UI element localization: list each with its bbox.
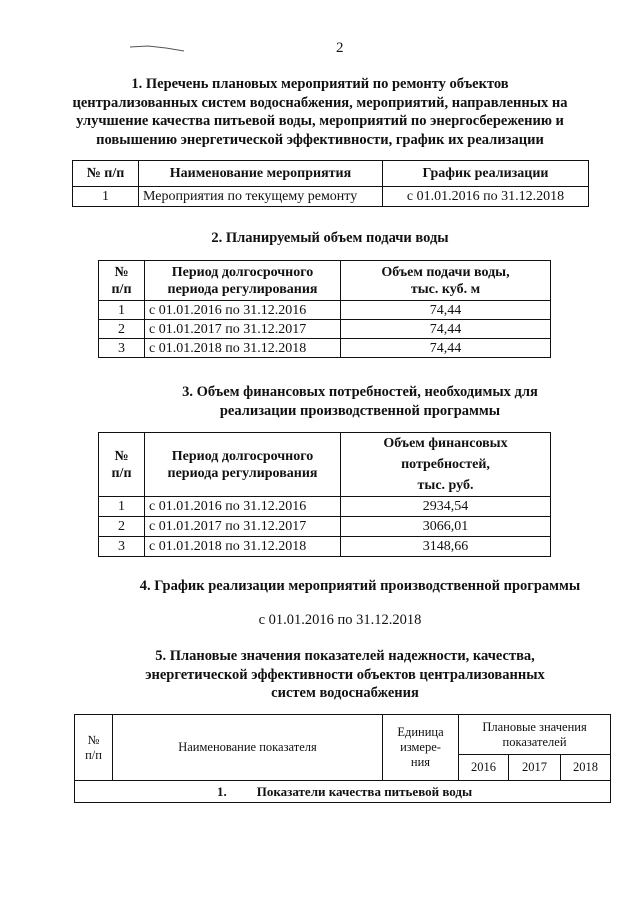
cell-volume: 74,44	[341, 301, 551, 320]
group-title: Показатели качества питьевой воды	[256, 784, 473, 799]
cell-num: 3	[99, 537, 145, 557]
section2-table	[98, 260, 551, 358]
table-header-row	[75, 715, 611, 755]
col-header-planned: Плановые значения показателей	[459, 715, 611, 755]
col-header: № п/п	[99, 261, 145, 301]
cell-num: 1	[99, 301, 145, 320]
cell-period: с 01.01.2016 по 31.12.2016	[145, 497, 341, 517]
section5-table	[74, 714, 611, 803]
table-row	[99, 301, 551, 320]
cell-volume: 74,44	[341, 320, 551, 339]
cell-period: с 01.01.2017 по 31.12.2017	[145, 320, 341, 339]
section3-heading: 3. Объем финансовых потребностей, необходимых для реализации производственной программы	[182, 384, 538, 419]
section1-heading: 1. Перечень плановых мероприятий по ремонту объектов централизованных систем водоснабжения, мероприятий, направленных на улучшение качества питьевой воды, мероприятий по энергосбережению и повышению энергетической эффективности, график их реализации	[72, 76, 568, 148]
cell-num: 3	[99, 339, 145, 358]
col-header-year: 2018	[561, 755, 611, 781]
section4-heading: 4. График реализации мероприятий производственной программы	[139, 578, 581, 594]
table-header-row	[99, 261, 551, 301]
col-header-num: № п/п	[75, 715, 113, 781]
cell-period: с 01.01.2017 по 31.12.2017	[145, 517, 341, 537]
col-header-name: Наименование показателя	[113, 715, 383, 781]
cell-period: с 01.01.2018 по 31.12.2018	[145, 339, 341, 358]
cell-num: 1	[99, 497, 145, 517]
col-header: Объем подачи воды, тыс. куб. м	[341, 261, 551, 301]
cell-period: с 01.01.2018 по 31.12.2018	[145, 537, 341, 557]
col-header: № п/п	[99, 433, 145, 497]
group-number: 1.	[217, 784, 227, 799]
group-label	[75, 781, 611, 803]
col-header: Объем финансовых потребностей, тыс. руб.	[341, 433, 551, 497]
cell-schedule: с 01.01.2016 по 31.12.2018	[383, 187, 589, 207]
col-header: График реализации	[383, 161, 589, 187]
cell-amount: 3148,66	[341, 537, 551, 557]
table-row	[99, 537, 551, 557]
cell-period: с 01.01.2016 по 31.12.2016	[145, 301, 341, 320]
col-header: Период долгосрочного периода регулирования	[145, 433, 341, 497]
table-row	[73, 187, 589, 207]
section2-heading: 2. Планируемый объем подачи воды	[211, 230, 449, 246]
table-row	[99, 339, 551, 358]
page-number: 2	[336, 40, 344, 56]
table-row	[99, 320, 551, 339]
cell-num: 1	[73, 187, 139, 207]
col-header-unit: Единица измере- ния	[383, 715, 459, 781]
cell-num: 2	[99, 320, 145, 339]
cell-name: Мероприятия по текущему ремонту	[139, 187, 383, 207]
table-header-row	[73, 161, 589, 187]
col-header: № п/п	[73, 161, 139, 187]
cell-volume: 74,44	[341, 339, 551, 358]
section1-table	[72, 160, 589, 207]
section3-table	[98, 432, 551, 557]
section5-heading: 5. Плановые значения показателей надежности, качества, энергетической эффективности объектов централизованных систем водоснабжения	[145, 648, 545, 701]
col-header: Наименование мероприятия	[139, 161, 383, 187]
cell-amount: 2934,54	[341, 497, 551, 517]
col-header-year: 2017	[509, 755, 561, 781]
cell-num: 2	[99, 517, 145, 537]
col-header-year: 2016	[459, 755, 509, 781]
table-row	[99, 497, 551, 517]
scan-mark	[128, 44, 186, 52]
col-header: Период долгосрочного периода регулирования	[145, 261, 341, 301]
section4-period: с 01.01.2016 по 31.12.2018	[258, 612, 422, 628]
table-row	[99, 517, 551, 537]
cell-amount: 3066,01	[341, 517, 551, 537]
table-header-row	[99, 433, 551, 497]
table-group-row	[75, 781, 611, 803]
